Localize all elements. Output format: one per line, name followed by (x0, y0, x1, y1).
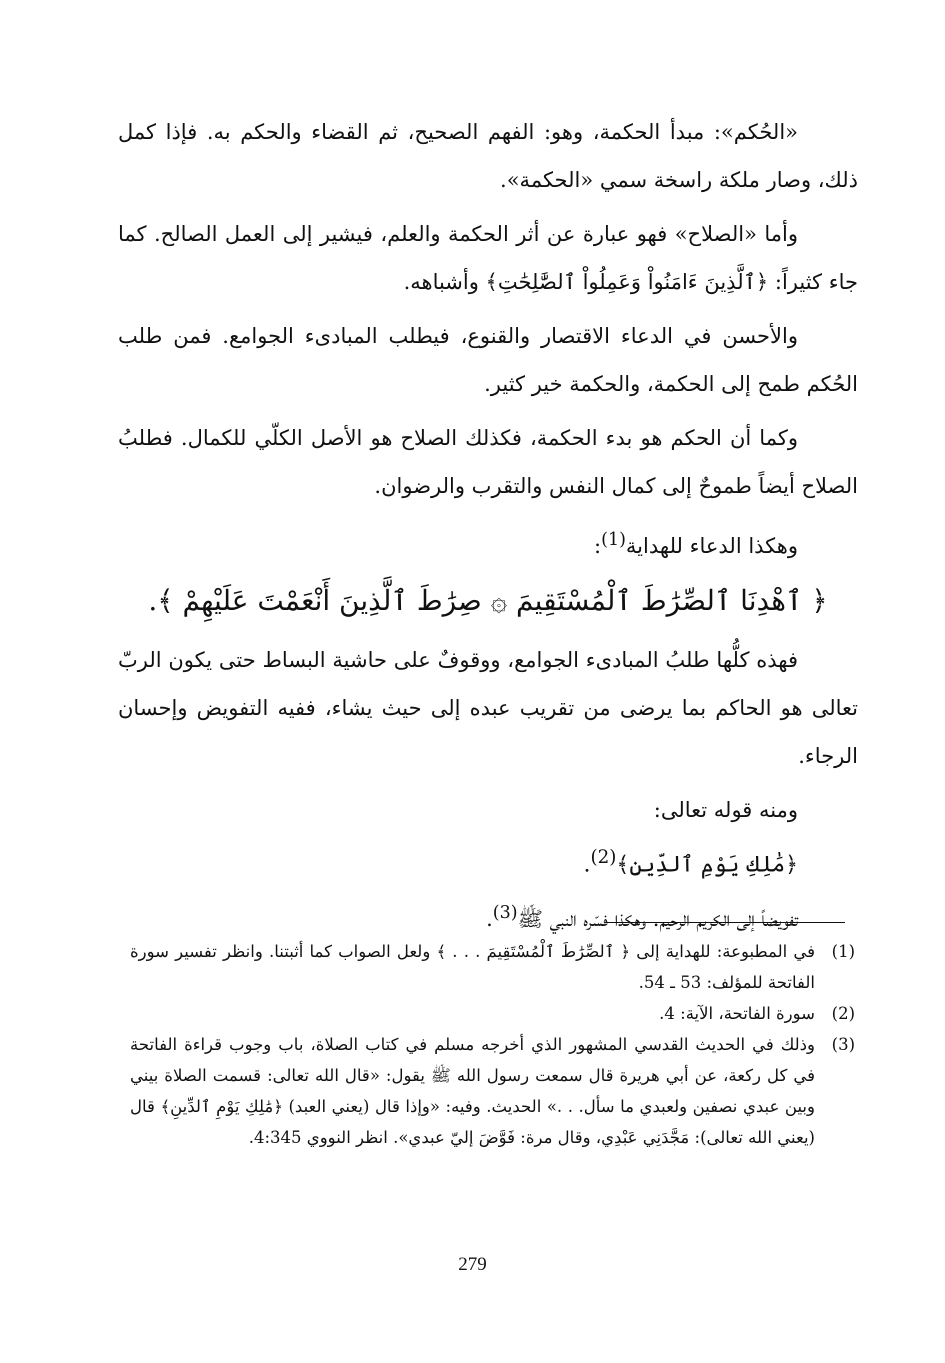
footnote-number: (3) (831, 1035, 855, 1054)
footnotes (130, 936, 855, 1153)
paragraph-dua: والأحسن في الدعاء الاقتصار والقنوع، فيطلب المبادىء الجوامع. فمن طلب الحُكم طمح إلى الحكمة، والحكمة خير كثير. (118, 324, 858, 396)
footnote-number: (2) (831, 1004, 855, 1023)
minhu-line: ومنه قوله تعالى: (653, 798, 798, 822)
paragraph-after-verse: فهذه كلُّها طلبُ المبادىء الجوامع، ووقوفٌ على حاشية البساط حتى يكون الربّ تعالى هو الحاكم بما يرضى من تقريب عبده إلى حيث يشاء، ففيه التفويض وإحسان الرجاء. (118, 648, 858, 768)
tafwid-end: . (486, 907, 493, 932)
footnote-text: في المطبوعة: للهداية إلى ﴿ ٱلصِّرَٰطَ ٱلْمُسْتَقِيمَ . . . ﴾ ولعل الصواب كما أثبتنا. وانظر تفسير سورة الفاتحة للمؤلف: 53 ـ 54. (130, 942, 815, 992)
hidaya-intro-line (118, 516, 858, 570)
footnote-3 (130, 1029, 855, 1153)
hidaya-colon: : (594, 534, 602, 558)
verse-malik-line (118, 834, 858, 889)
footnote-1 (130, 936, 855, 998)
footnote-separator (605, 922, 845, 923)
paragraph-kamal: وكما أن الحكم هو بدء الحكمة، فكذلك الصلاح هو الأصل الكلّي للكمال. فطلبُ الصلاح أيضاً طموحٌ إلى كمال النفس والتقرب والرضوان. (118, 426, 858, 498)
footnote-2 (130, 998, 855, 1029)
paragraph-salah: وأما «الصلاح» فهو عبارة عن أثر الحكمة والعلم، فيشير إلى العمل الصالح. كما جاء كثيراً: ﴿ٱلَّذِينَ ءَامَنُواْ وَعَمِلُواْ ٱلصَّٰلِحَٰتِ﴾ وأشباهه. (118, 222, 858, 294)
footnote-text: سورة الفاتحة، الآية: 4. (659, 1004, 815, 1023)
paragraph-hukm: «الحُكم»: مبدأ الحكمة، وهو: الفهم الصحيح، ثم القضاء والحكم به. فإذا كمل ذلك، وصار ملكة راسخة سمي «الحكمة». (118, 120, 858, 192)
page-body (118, 108, 858, 943)
verse-fatiha: ﴿ ٱهْدِنَا ٱلصِّرَٰطَ ٱلْمُسْتَقِيمَ ۞ صِرَٰطَ ٱلَّذِينَ أَنْعَمْتَ عَلَيْهِمْ ﴾. (148, 584, 828, 617)
footnote-text: وذلك في الحديث القدسي المشهور الذي أخرجه مسلم في كتاب الصلاة، باب وجوب قراءة الفاتحة في كل ركعة، عن أبي هريرة قال سمعت رسول الله ﷺ يقول: «قال الله تعالى: قسمت الصلاة بيني وبين عبدي نصفين ولعبدي ما سأل. . .» الحديث. وفيه: «وإذا قال (يعني العبد) ﴿مَٰلِكِ يَوْمِ ٱلدِّينِ﴾ قال (يعني الله تعالى): مَجَّدَنِي عَبْدِي، وقال مرة: فَوَّضَ إليّ عبدي». انظر النووي 4:345. (130, 1035, 815, 1147)
footnote-number: (1) (831, 942, 855, 961)
page-number: 279 (458, 1254, 487, 1275)
verse-malik-end: . (583, 852, 591, 878)
tafwid-text: تفويضاً إلى الكريم الرحيم. وهكذا فسّره النبي ﷺ (517, 907, 798, 932)
footnote-ref-2: (2) (590, 847, 617, 868)
hidaya-intro: وهكذا الدعاء للهداية (625, 534, 798, 558)
footnote-ref-1: (1) (601, 530, 626, 550)
verse-malik: ﴿مَٰلِكِ يَوْمِ ٱلدِّينِ﴾ (616, 852, 798, 878)
footnote-ref-3: (3) (492, 903, 518, 924)
